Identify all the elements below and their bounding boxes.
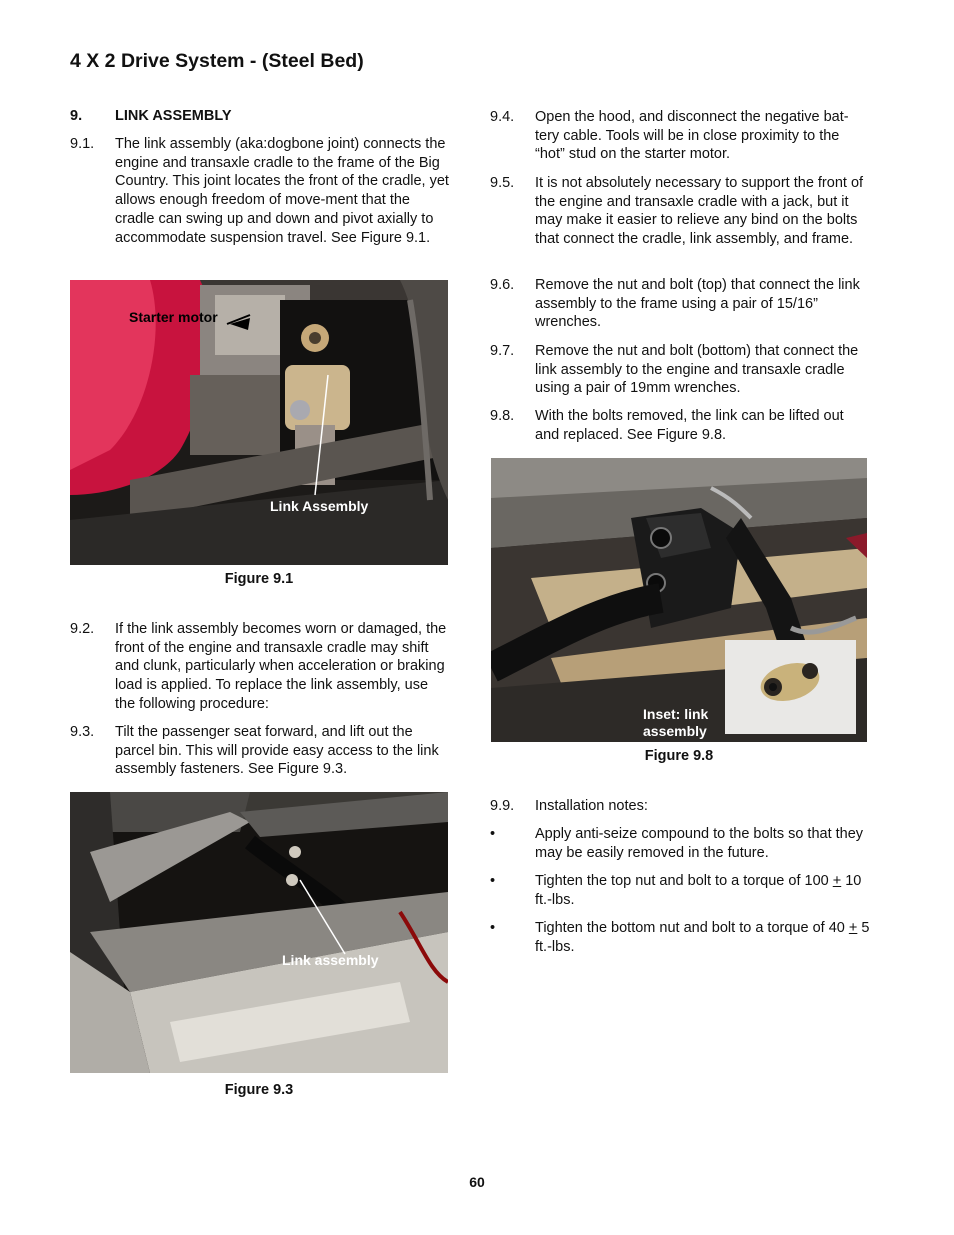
figure-9-3-label-link-assembly: Link assembly — [282, 952, 379, 968]
step-9-8 — [490, 407, 875, 447]
step-9-6 — [490, 276, 875, 336]
figure-9-1-label-link-assembly: Link Assembly — [270, 498, 369, 514]
section-heading — [70, 108, 232, 124]
step-number: 9.9. — [490, 798, 515, 814]
section-number: 9. — [70, 108, 83, 124]
install-note-2 — [490, 872, 875, 912]
bullet-symbol: • — [490, 873, 496, 889]
note-text-pre: Tighten the top nut and bolt to a torque of 100 — [535, 873, 833, 889]
step-9-2 — [70, 620, 450, 715]
note-text — [535, 872, 870, 909]
step-9-5 — [490, 174, 875, 269]
note-text-post: 10 ft.-lbs. — [535, 873, 862, 908]
step-9-7 — [490, 342, 875, 402]
bullet-symbol: • — [490, 826, 496, 842]
step-text: Remove the nut and bolt (top) that connect the link assembly to the frame using a pair of 15/16” wrenches. — [535, 277, 860, 331]
step-9-4 — [490, 108, 875, 168]
figure-9-8-photo — [491, 458, 867, 742]
page-title: 4 X 2 Drive System - (Steel Bed) — [70, 50, 364, 72]
note-text — [535, 919, 870, 956]
figure-9-1-label-starter-motor: Starter motor — [129, 309, 218, 325]
plus-minus-symbol: + — [832, 873, 842, 889]
inset-label-line-1: Inset: link — [643, 706, 709, 722]
step-text: With the bolts removed, the link can be lifted out and replaced. See Figure 9.8. — [535, 408, 844, 443]
figure-9-8-caption: Figure 9.8 — [644, 748, 714, 764]
step-number: 9.1. — [70, 136, 95, 152]
install-note-1 — [490, 825, 875, 865]
step-number: 9.6. — [490, 277, 515, 293]
step-number: 9.5. — [490, 175, 515, 191]
figure-9-1-caption: Figure 9.1 — [224, 571, 294, 587]
step-number: 9.7. — [490, 343, 515, 359]
section-title: LINK ASSEMBLY — [115, 108, 232, 124]
step-text: Remove the nut and bolt (bottom) that connect the link assembly to the engine and transaxle cradle using a pair of 19mm wrenches. — [535, 343, 859, 397]
figure-9-3-photo — [70, 792, 448, 1073]
step-9-1 — [70, 135, 450, 270]
figure-9-3-caption: Figure 9.3 — [224, 1082, 294, 1098]
step-9-9 — [490, 797, 875, 817]
inset-label-line-2: assembly — [643, 723, 707, 739]
bullet-symbol: • — [490, 920, 496, 936]
plus-minus-symbol: + — [848, 920, 858, 936]
figure-9-1-photo — [70, 280, 448, 565]
note-text: Apply anti-seize compound to the bolts so that they may be easily removed in the future. — [535, 826, 864, 861]
figure-9-8-inset-label — [643, 706, 708, 740]
note-text-post: 5 ft.-lbs. — [535, 920, 870, 955]
step-text: It is not absolutely necessary to support the front of the engine and transaxle cradle with a jack, but it may make it easier to relieve any bind on the bolts that connect the cradle, link assembly, and frame. — [535, 175, 864, 248]
step-text: If the link assembly becomes worn or damaged, the front of the engine and transaxle cradle may shift and clunk, particularly when acceleration or braking load is applied. To replace the link assembly, use the following procedure: — [115, 621, 447, 712]
page-number: 60 — [469, 1174, 485, 1190]
step-text: Tilt the passenger seat forward, and lift out the parcel bin. This will provide easy access to the link assembly fasteners. See Figure 9.3. — [115, 724, 439, 778]
step-text: Open the hood, and disconnect the negative bat-tery cable. Tools will be in close proximity to the “hot” stud on the starter motor. — [535, 109, 849, 163]
step-9-3 — [70, 723, 450, 783]
step-number: 9.3. — [70, 724, 95, 740]
step-number: 9.2. — [70, 621, 95, 637]
note-text-pre: Tighten the bottom nut and bolt to a torque of 40 — [535, 920, 849, 936]
step-number: 9.8. — [490, 408, 515, 424]
step-text: The link assembly (aka:dogbone joint) connects the engine and transaxle cradle to the frame of the Big Country. This joint locates the front of the cradle, yet allows enough freedom of move-ment that the cradle can swing up and down and pivot axially to accommodate suspension travel. See Figure 9.1. — [115, 136, 449, 246]
step-number: 9.4. — [490, 109, 515, 125]
step-text: Installation notes: — [535, 798, 648, 814]
install-note-3 — [490, 919, 875, 959]
